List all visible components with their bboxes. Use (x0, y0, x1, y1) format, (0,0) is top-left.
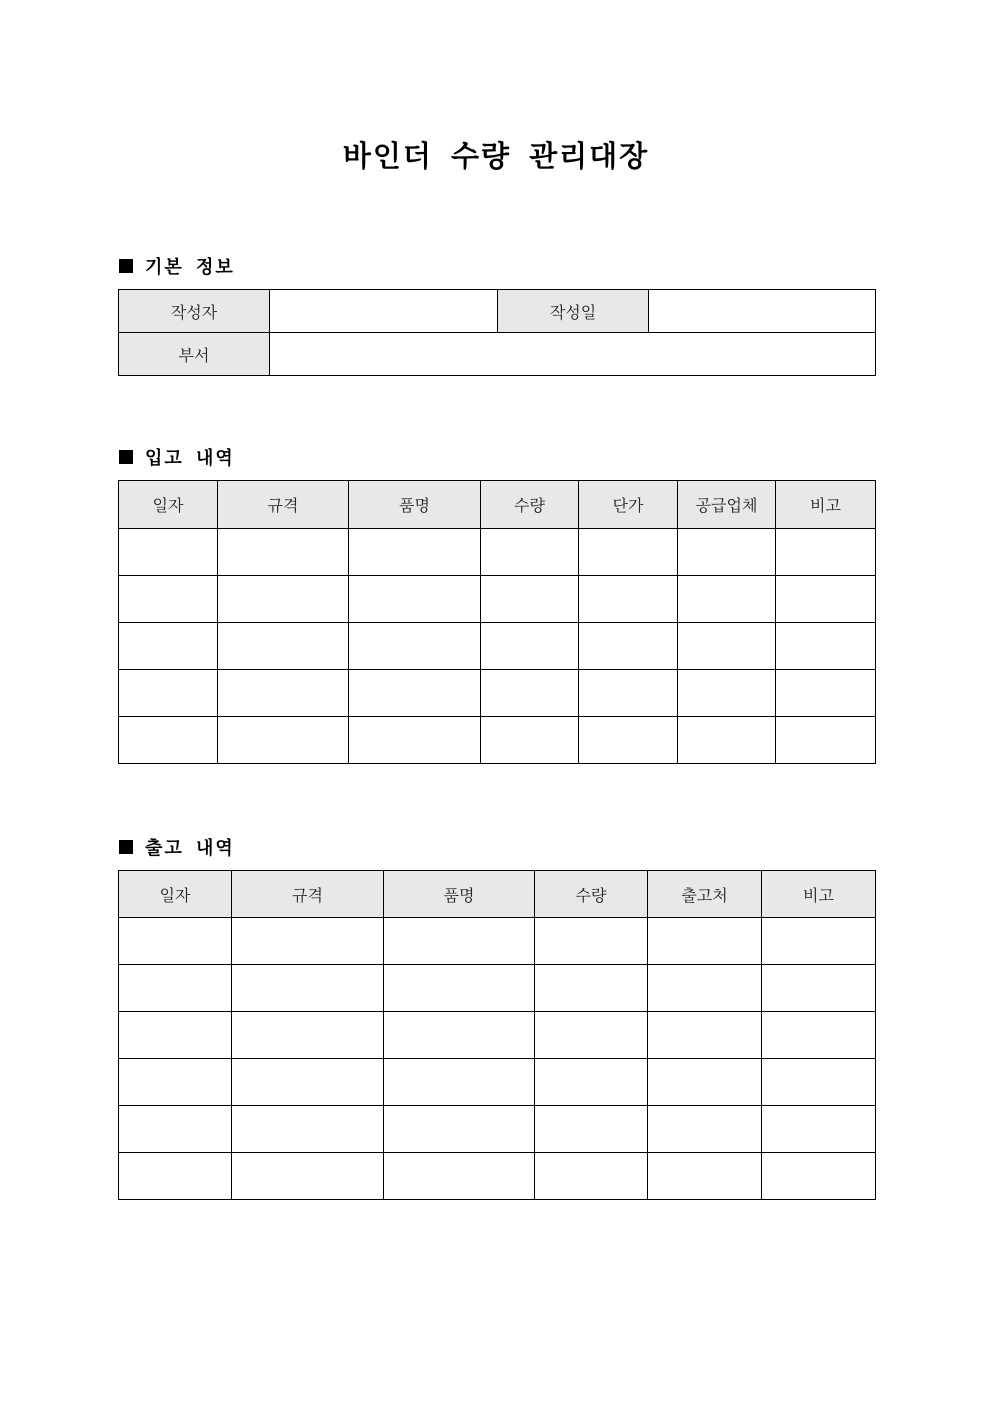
table-cell[interactable] (119, 623, 218, 670)
author-label: 작성자 (119, 290, 270, 333)
table-cell[interactable] (384, 1059, 535, 1106)
column-header-item-name: 품명 (349, 481, 481, 529)
table-cell[interactable] (535, 965, 648, 1012)
column-header-destination: 출고처 (648, 871, 762, 918)
table-cell[interactable] (579, 623, 678, 670)
table-cell[interactable] (762, 918, 876, 965)
date-field[interactable] (649, 290, 876, 333)
table-cell[interactable] (349, 717, 481, 764)
table-cell[interactable] (678, 717, 776, 764)
table-cell[interactable] (579, 717, 678, 764)
table-cell[interactable] (349, 670, 481, 717)
table-row (119, 290, 876, 333)
table-cell[interactable] (648, 918, 762, 965)
table-header-row (119, 871, 876, 918)
table-cell[interactable] (481, 670, 579, 717)
table-cell[interactable] (218, 529, 349, 576)
table-cell[interactable] (762, 1153, 876, 1200)
table-cell[interactable] (349, 576, 481, 623)
table-cell[interactable] (384, 965, 535, 1012)
date-label: 작성일 (498, 290, 649, 333)
section-heading-label: 출고 내역 (145, 838, 235, 859)
table-cell[interactable] (678, 529, 776, 576)
table-cell[interactable] (232, 1012, 384, 1059)
table-cell[interactable] (535, 1059, 648, 1106)
table-cell[interactable] (481, 623, 579, 670)
table-cell[interactable] (232, 1153, 384, 1200)
table-cell[interactable] (481, 717, 579, 764)
column-header-quantity: 수량 (535, 871, 648, 918)
table-row (119, 965, 876, 1012)
table-cell[interactable] (384, 918, 535, 965)
table-cell[interactable] (481, 529, 579, 576)
column-header-quantity: 수량 (481, 481, 579, 529)
table-cell[interactable] (648, 1012, 762, 1059)
table-row (119, 1106, 876, 1153)
table-cell[interactable] (232, 1106, 384, 1153)
table-cell[interactable] (232, 918, 384, 965)
table-cell[interactable] (218, 576, 349, 623)
section-heading-inbound (119, 444, 235, 470)
table-cell[interactable] (535, 1153, 648, 1200)
table-cell[interactable] (776, 670, 876, 717)
section-heading-outbound (119, 834, 235, 860)
column-header-date: 일자 (119, 871, 232, 918)
table-cell[interactable] (648, 1059, 762, 1106)
table-cell[interactable] (119, 529, 218, 576)
table-row (119, 333, 876, 376)
table-cell[interactable] (119, 965, 232, 1012)
black-square-icon (119, 450, 133, 464)
column-header-remarks: 비고 (776, 481, 876, 529)
section-heading-label: 기본 정보 (145, 257, 235, 278)
table-cell[interactable] (384, 1153, 535, 1200)
table-cell[interactable] (678, 576, 776, 623)
table-cell[interactable] (579, 529, 678, 576)
table-cell[interactable] (678, 623, 776, 670)
table-cell[interactable] (232, 965, 384, 1012)
table-cell[interactable] (218, 623, 349, 670)
table-row (119, 717, 876, 764)
column-header-unit-price: 단가 (579, 481, 678, 529)
table-row (119, 1059, 876, 1106)
table-cell[interactable] (648, 1153, 762, 1200)
table-cell[interactable] (119, 1012, 232, 1059)
author-field[interactable] (270, 290, 498, 333)
table-cell[interactable] (481, 576, 579, 623)
table-cell[interactable] (678, 670, 776, 717)
section-heading-basic-info (119, 253, 235, 279)
department-field[interactable] (270, 333, 876, 376)
table-cell[interactable] (119, 670, 218, 717)
table-cell[interactable] (119, 918, 232, 965)
column-header-date: 일자 (119, 481, 218, 529)
table-cell[interactable] (535, 1106, 648, 1153)
table-cell[interactable] (119, 576, 218, 623)
table-cell[interactable] (384, 1106, 535, 1153)
basic-info-table (118, 289, 876, 376)
department-label: 부서 (119, 333, 270, 376)
column-header-supplier: 공급업체 (678, 481, 776, 529)
table-cell[interactable] (349, 529, 481, 576)
table-row (119, 623, 876, 670)
black-square-icon (119, 259, 133, 273)
column-header-remarks: 비고 (762, 871, 876, 918)
table-cell[interactable] (119, 1059, 232, 1106)
section-heading-label: 입고 내역 (145, 448, 235, 469)
table-cell[interactable] (218, 670, 349, 717)
table-cell[interactable] (119, 717, 218, 764)
table-cell[interactable] (535, 1012, 648, 1059)
table-header-row (119, 481, 876, 529)
table-row (119, 670, 876, 717)
page-title: 바인더 수량 관리대장 (342, 139, 650, 173)
column-header-spec: 규격 (232, 871, 384, 918)
table-cell[interactable] (384, 1012, 535, 1059)
table-cell[interactable] (776, 717, 876, 764)
table-cell[interactable] (119, 1153, 232, 1200)
table-cell[interactable] (119, 1106, 232, 1153)
table-cell[interactable] (232, 1059, 384, 1106)
column-header-spec: 규격 (218, 481, 349, 529)
table-cell[interactable] (579, 576, 678, 623)
table-cell[interactable] (762, 1106, 876, 1153)
outbound-table (118, 870, 876, 1200)
table-cell[interactable] (648, 965, 762, 1012)
table-cell[interactable] (776, 576, 876, 623)
table-cell[interactable] (762, 1059, 876, 1106)
table-cell[interactable] (349, 623, 481, 670)
table-row (119, 529, 876, 576)
column-header-item-name: 품명 (384, 871, 535, 918)
inbound-table (118, 480, 876, 764)
table-cell[interactable] (579, 670, 678, 717)
table-row (119, 576, 876, 623)
table-cell[interactable] (762, 1012, 876, 1059)
table-cell[interactable] (218, 717, 349, 764)
table-row (119, 1012, 876, 1059)
table-row (119, 1153, 876, 1200)
table-cell[interactable] (535, 918, 648, 965)
table-cell[interactable] (648, 1106, 762, 1153)
table-row (119, 918, 876, 965)
table-cell[interactable] (776, 623, 876, 670)
table-cell[interactable] (762, 965, 876, 1012)
table-cell[interactable] (776, 529, 876, 576)
black-square-icon (119, 840, 133, 854)
